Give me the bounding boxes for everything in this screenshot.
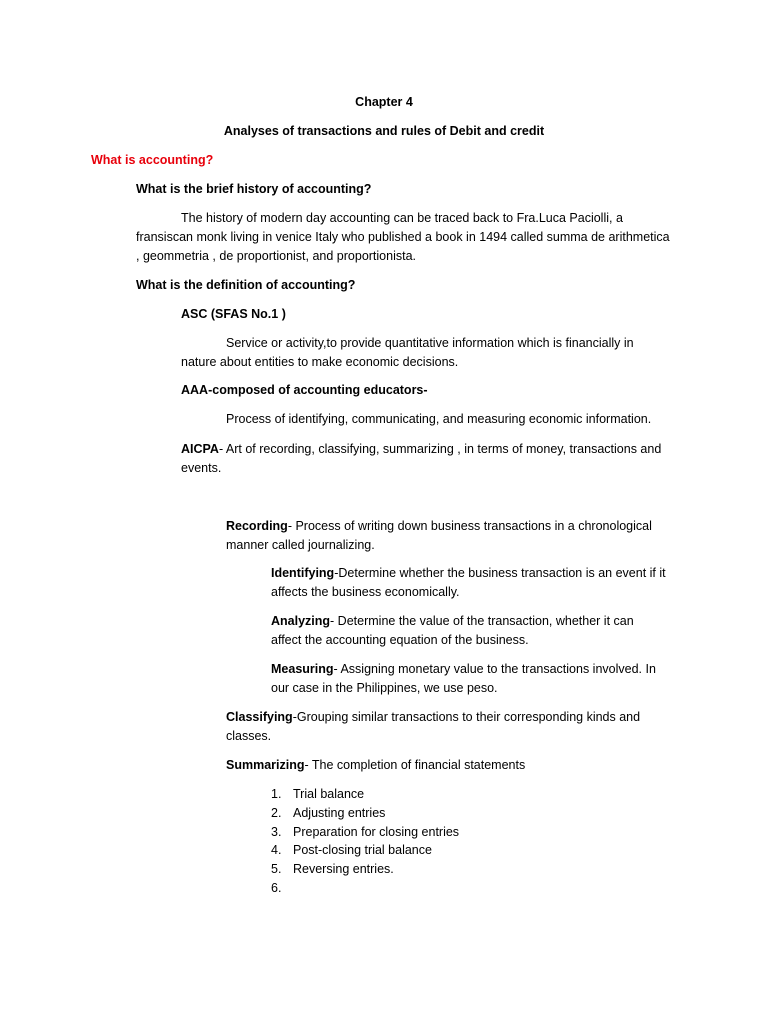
recording-line: manner called journalizing. [226, 538, 375, 552]
list-item-text: Trial balance [293, 787, 365, 801]
list-item-number: 4. [271, 843, 282, 858]
list-item [271, 785, 459, 804]
history-question: What is the brief history of accounting? [136, 182, 372, 196]
asc-definition-line: nature about entities to make economic decisions. [181, 355, 459, 369]
list-item-text: Reversing entries. [293, 862, 394, 877]
aicpa-term: AICPA [181, 442, 219, 456]
summarizing-text: - The completion of financial statements [304, 758, 526, 772]
measuring-text: - Assigning monetary value to the transactions involved. In [333, 662, 656, 676]
aicpa-definition-line: events. [181, 461, 222, 475]
summarizing-line [226, 756, 525, 774]
list-item [271, 860, 459, 879]
measuring-line: our case in the Philippines, we use peso. [271, 681, 498, 695]
aicpa-definition-line [181, 440, 661, 458]
recording-term: Recording [226, 519, 288, 533]
list-item [271, 879, 459, 898]
list-item-number: 1. [271, 787, 282, 801]
aicpa-text: - Art of recording, classifying, summarizing , in terms of money, transactions and [218, 442, 662, 456]
list-item-number: 3. [271, 824, 282, 839]
analyzing-line: affect the accounting equation of the business. [271, 633, 529, 647]
list-item [271, 823, 459, 842]
list-item-number: 5. [271, 862, 282, 877]
identifying-term: Identifying [271, 566, 335, 580]
aaa-heading: AAA-composed of accounting educators- [181, 383, 428, 397]
financial-statements-list [271, 785, 459, 898]
list-item-text: Preparation for closing entries [293, 824, 460, 839]
recording-text: - Process of writing down business transactions in a chronological [287, 519, 652, 533]
identifying-text: -Determine whether the business transaction is an event if it [334, 566, 666, 580]
classifying-line: classes. [226, 729, 272, 743]
history-paragraph-line: The history of modern day accounting can be traced back to Fra.Luca Paciolli, a [181, 211, 623, 225]
list-item-text: Post-closing trial balance [293, 843, 432, 858]
list-item-number: 2. [271, 805, 282, 820]
analyzing-text: - Determine the value of the transaction, whether it can [330, 614, 634, 628]
section-heading: What is accounting? [91, 153, 214, 167]
recording-line [226, 517, 652, 535]
list-item [271, 841, 459, 860]
summarizing-term: Summarizing [226, 758, 305, 772]
list-item-number: 6. [271, 880, 282, 895]
classifying-text: -Grouping similar transactions to their corresponding kinds and [292, 710, 641, 724]
classifying-line [226, 708, 640, 726]
measuring-line [271, 660, 656, 678]
history-paragraph-line: fransiscan monk living in venice Italy who published a book in 1494 called summa de arithmetica [136, 230, 670, 244]
chapter-heading: Chapter 4 [355, 95, 413, 109]
analyzing-term: Analyzing [271, 614, 331, 628]
identifying-line [271, 564, 666, 582]
list-item-text: Adjusting entries [293, 805, 386, 820]
analyzing-line [271, 612, 634, 630]
document-title: Analyses of transactions and rules of Debit and credit [223, 124, 545, 138]
list-item [271, 804, 459, 823]
definition-question: What is the definition of accounting? [136, 278, 356, 292]
aaa-definition: Process of identifying, communicating, and measuring economic information. [226, 412, 652, 426]
asc-heading: ASC (SFAS No.1 ) [181, 307, 286, 321]
measuring-term: Measuring [271, 662, 334, 676]
classifying-term: Classifying [226, 710, 293, 724]
asc-definition-line: Service or activity,to provide quantitative information which is financially in [226, 336, 634, 350]
identifying-line: affects the business economically. [271, 585, 460, 599]
history-paragraph-line: , geommetria , de proportionist, and proportionista. [136, 249, 417, 263]
